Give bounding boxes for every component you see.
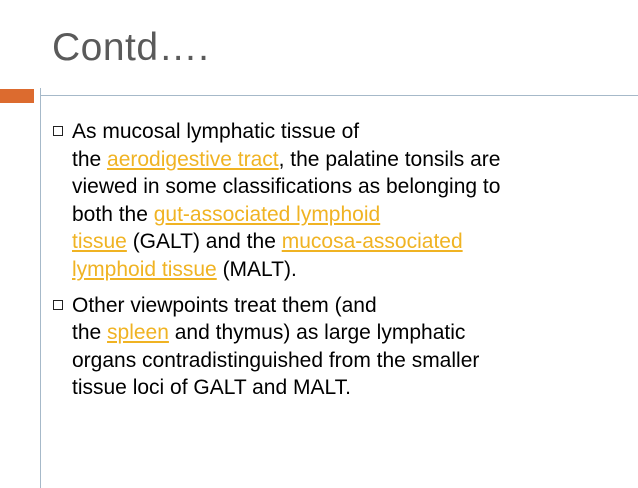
link-spleen[interactable]: spleen xyxy=(107,321,169,345)
square-bullet-icon xyxy=(53,126,63,136)
link-tissue[interactable]: tissue xyxy=(72,230,127,254)
text-segment: Other viewpoints treat them (and xyxy=(72,293,377,317)
text-segment: both the xyxy=(72,202,154,226)
page-title: Contd…. xyxy=(52,26,210,69)
accent-bar xyxy=(0,89,34,103)
bullet-text xyxy=(72,120,500,281)
link-gut-associated-lymphoid[interactable]: gut-associated lymphoid xyxy=(153,202,381,226)
bullet-list xyxy=(46,118,606,410)
text-segment: (MALT). xyxy=(216,257,297,281)
text-segment: organs contradistinguished from the smaller xyxy=(72,348,480,372)
text-segment: , the palatine tonsils are xyxy=(278,147,501,171)
text-segment: As mucosal lymphatic tissue of xyxy=(72,120,360,143)
link-lymphoid-tissue[interactable]: lymphoid tissue xyxy=(72,257,217,281)
link-aerodigestive-tract[interactable]: aerodigestive tract xyxy=(107,147,279,171)
text-segment: and thymus) as large lymphatic xyxy=(168,321,466,345)
square-bullet-icon xyxy=(53,300,63,310)
link-mucosa-associated[interactable]: mucosa-associated xyxy=(281,230,463,254)
text-segment: viewed in some classifications as belonging to xyxy=(72,175,501,199)
text-segment: (GALT) and the xyxy=(126,230,282,254)
bullet-item-2 xyxy=(46,292,606,402)
title-divider xyxy=(40,95,638,96)
left-margin-line xyxy=(40,88,41,488)
bullet-text xyxy=(72,294,479,400)
text-segment: the xyxy=(72,147,108,171)
bullet-item-1 xyxy=(46,118,606,284)
text-segment: the xyxy=(72,321,108,345)
text-segment: tissue loci of GALT and MALT. xyxy=(72,376,351,400)
